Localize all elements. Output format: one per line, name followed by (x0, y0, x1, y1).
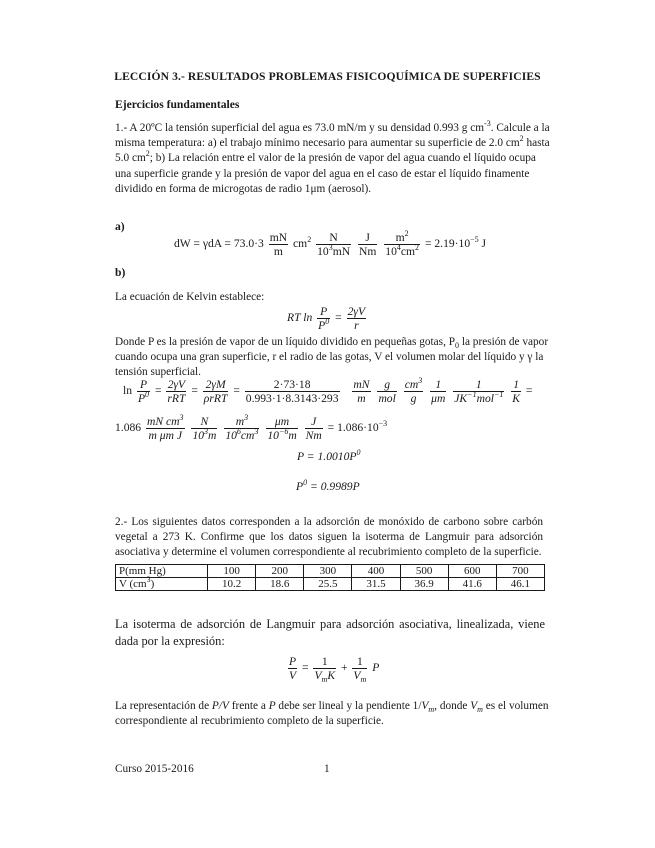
table-cell: 500 (400, 565, 448, 578)
table-cell: 41.6 (448, 578, 496, 591)
kelvin-intro: La ecuación de Kelvin establece: (115, 291, 265, 303)
table-cell: 25.5 (304, 578, 352, 591)
section-heading: Ejercicios fundamentales (115, 98, 240, 111)
result-p0: $P^0 = 0.9989P$ (296, 478, 360, 493)
page-title: LECCIÓN 3.- RESULTADOS PROBLEMAS FISICOQUÍMICA DE SUPERFICIES (114, 70, 541, 83)
table-cell: 600 (448, 565, 496, 578)
table-cell: 200 (256, 565, 304, 578)
problem-1-statement: 1.- A 20ºC la tensión superficial del agua es 73.0 mN/m y su densidad 0.993 g $cm^{-3}$. Calcule a la misma temperatura: a) el trabajo mínimo necesario para aumentar su superficie de 2.0 $cm^2$ hasta 5.0 $cm^2$; b) La relación entre el valor de la presión de vapor del agua cuando el líquido ocupa una superficie grande y la presión de vapor del agua en el caso de estar el líquido finamente dividido en forma de microgotas de radio 1μm (aerosol). (115, 119, 550, 195)
table-cell: 300 (304, 565, 352, 578)
result-p: $P = 1.0010P^0$ (297, 448, 361, 463)
work-equation: dW = γdA = 73.0·3 $\frac{mN}{m}$ $cm^2$ $\frac{N}{10^3mN}$ $\frac{J}{Nm}$ $\frac{m^2}{10^4cm^2}$ = $2.19\cdot 10^{-5}$ J (174, 229, 487, 258)
part-a-label: a) (115, 220, 125, 233)
table-cell: 400 (352, 565, 400, 578)
table-cell: 100 (208, 565, 256, 578)
part-b-label: b) (115, 266, 126, 279)
langmuir-equation: $\frac{P}{V}$ = $\frac{1}{V_mK}$ + $\frac{1}{V_m}$ P (289, 655, 380, 684)
problem-2-statement: 2.- Los siguientes datos corresponden a la adsorción de monóxido de carbono sobre carbón vegetal a 273 K. Confirme que los datos siguen la isoterma de Langmuir para adsorción asociativa y determine el volumen correspondiente al recubrimiento completo de la superficie. (115, 516, 543, 559)
table-cell: 31.5 (352, 578, 400, 591)
kelvin-description: Donde P es la presión de vapor de un líquido dividido en pequeñas gotas, $P_0$ la presión de vapor cuando ocupa una gran superficie, r el radio de las gotas, V el volumen molar del líquido y γ la tensión superficial. (115, 336, 549, 379)
page-number: 1 (324, 763, 330, 775)
table-cell: 46.1 (496, 578, 544, 591)
table-row-volume (116, 578, 545, 591)
row-label-volume: V $(cm^3)$ (116, 578, 208, 591)
kelvin-equation: RT ln $\frac{P}{P^0}$ = $\frac{2\gamma V}{r}$ (287, 305, 366, 332)
calculation-row-1: ln $\frac{P}{P^0}$ = $\frac{2\gamma V}{\text{rRT}}$ = $\frac{2\gamma M}{\text{ρrRT}}$ = $\frac{2\cdot 73\cdot 18}{0.993\cdot 1\cdot 8.3143\cdot 293}$ $\frac{mN}{m}$ $\frac{g}{\text{mol}}$ $\frac{cm^3}{g}$ $\frac{1}{\mu m}$ $\frac{1}{JK^{-1}mol^{-1}}$ $\frac{1}{K}$ = (123, 376, 533, 405)
table-cell: 36.9 (400, 578, 448, 591)
table-cell: 700 (496, 565, 544, 578)
table-cell: 18.6 (256, 578, 304, 591)
row-label-pressure: P(mm Hg) (116, 565, 208, 578)
langmuir-intro: La isoterma de adsorción de Langmuir para adsorción asociativa, linealizada, viene dada por la expresión: (115, 617, 545, 648)
adsorption-data-table (115, 564, 545, 591)
calculation-row-2: 1.086 $\frac{mN cm^3}{\text{m μm J}}$ $\frac{N}{10^3m}$ $\frac{m^3}{10^6cm^3}$ $\frac{\mu m}{10^{-6}m}$ $\frac{J}{Nm}$ = $1.086\cdot 10^{-3}$ (115, 413, 388, 442)
langmuir-explanation: La representación de P/V frente a P debe ser lineal y la pendiente $1/V_m$, donde $V_m$ es el volumen correspondiente al recubrimiento completo de la superficie. (115, 700, 549, 728)
table-row-pressure (116, 565, 545, 578)
footer-course: Curso 2015-2016 (115, 763, 194, 775)
table-cell: 10.2 (208, 578, 256, 591)
